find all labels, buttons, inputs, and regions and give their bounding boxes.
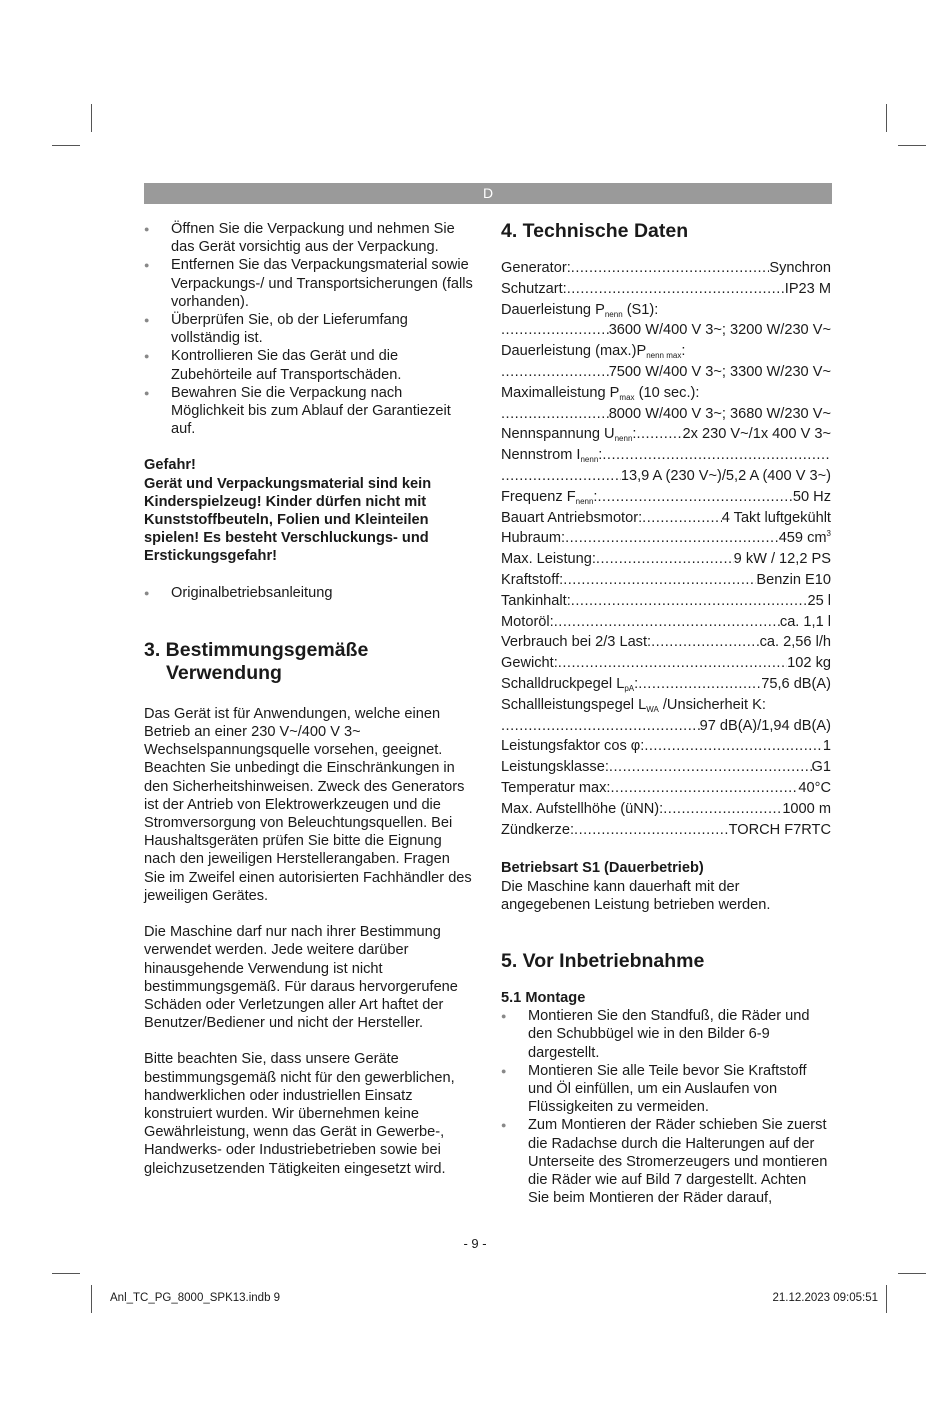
spec-row-motoroel (501, 612, 831, 633)
spec-row-frequenz (501, 487, 831, 508)
crop-mark (886, 104, 887, 132)
montage-title: 5.1 Montage (501, 989, 586, 1006)
heading-line: 3. Bestimmungsgemäße (144, 638, 369, 661)
paragraph: Das Gerät ist für Anwendungen, welche einen Betrieb an einer 230 V~/400 V 3~ Wechselspannungsquelle vorsehen, geeignet. Beachten Sie unbedingt die Einschränkungen in den Sicherheitshinweisen. Zweck des Generators ist der Antrieb von Elektrowerkzeugen und die Stromversorgung von Beleuchtungsquellen. Bei Haushaltsgeräten prüfen Sie bitte die Eignung nach den jeweiligen Herstellerangaben. Fragen Sie im Zweifel einen autorisierten Fachhändler des jeweiligen Gerätes. (144, 705, 472, 904)
right-column (501, 220, 831, 1207)
spec-row-max-leistung (501, 549, 831, 570)
spec-label: Hubraum: (501, 530, 566, 547)
language-bar (144, 183, 832, 204)
spec-row-aufstellhoehe (501, 799, 831, 820)
original-list (144, 584, 474, 602)
list-item: ● Montieren Sie den Standfuß, die Räder und den Schubbügel wie in den Bilder 6-9 dargestellt. (501, 1007, 831, 1062)
list-item: ● Montieren Sie alle Teile bevor Sie Kraftstoff und Öl einfüllen, um ein Auslaufen von Flüssigkeiten zu vermeiden. (501, 1062, 831, 1117)
spec-row-kraftstoff (501, 570, 831, 591)
paragraph: Die Maschine darf nur nach ihrer Bestimmung verwendet werden. Jede weitere darüber hinausgehende Verwendung ist nicht bestimmungsgemäß. Für daraus hervorgerufene Schäden oder Verletzungen aller Art haftet der Benutzer/Bediener und nicht der Hersteller. (144, 924, 458, 1032)
spec-label: Gewicht: (501, 655, 558, 672)
spec-value: Benzin E10 (756, 571, 831, 588)
list-item: ● Zum Montieren der Räder schieben Sie zuerst die Radachse durch die Halterungen auf der Unterseite des Stromerzeugers und montieren die Räder wie auf Bild 7 dargestellt. Achten Sie beim Montieren der Räder darauf, (501, 1116, 831, 1207)
spec-label: Tankinhalt: (501, 592, 571, 609)
danger-block (144, 456, 474, 565)
spec-label: Max. Leistung: (501, 551, 596, 568)
spec-row-temperatur (501, 778, 831, 799)
spec-value: 1 (822, 738, 831, 755)
list-item: ● Öffnen Sie die Verpackung und nehmen Sie das Gerät vorsichtig aus der Verpackung. (144, 220, 474, 256)
spec-label: Kraftstoff: (501, 571, 564, 588)
spec-row-generator (501, 258, 831, 279)
spec-row-verbrauch (501, 632, 831, 653)
list-item: ● Überprüfen Sie, ob der Lieferumfang vollständig ist. (144, 311, 474, 347)
spec-label: Leistungsfaktor cos φ: (501, 738, 645, 755)
crop-mark (52, 1273, 80, 1274)
spec-value: Synchron (769, 260, 831, 276)
spec-row-nennstrom-value (501, 466, 831, 487)
spec-label: Motoröl: (501, 613, 554, 630)
danger-title: Gefahr! (144, 457, 196, 474)
spec-row-leistungsklasse (501, 757, 831, 778)
spec-value: 75,6 dB(A) (761, 675, 831, 692)
language-code: D (482, 185, 494, 201)
spec-value: 3600 W/400 V 3~; 3200 W/230 V~ (608, 322, 831, 339)
spec-row-dauerleistung (501, 300, 831, 321)
spec-value: 2x 230 V~/1x 400 V 3~ (682, 426, 831, 443)
crop-mark (91, 104, 92, 132)
spec-value: 50 Hz (792, 488, 831, 505)
spec-label: Zündkerze: (501, 821, 575, 838)
spec-value: G1 (811, 759, 831, 776)
spec-value: 4 Takt luftgekühlt (721, 509, 831, 526)
spec-row-dauerleistung-value (501, 320, 831, 341)
spec-label: Nennspannung $U_{nenn}$: (501, 426, 637, 444)
danger-text: Gerät und Verpackungsmaterial sind kein Kinderspielzeug! Kinder dürfen nicht mit Kunststoffbeuteln, Folien und Kleinteilen spielen! Es besteht Verschluckungs- und Erstickungsgefahr! (144, 475, 432, 565)
betriebsart-title: Betriebsart S1 (Dauerbetrieb) (501, 860, 704, 877)
spec-value: 102 kg (787, 655, 831, 672)
spec-value: IP23 M (784, 280, 831, 297)
spec-label: Dauerleistung $P_{nenn}$ (S1): (501, 301, 659, 319)
paragraph: Die Maschine kann dauerhaft mit der angegebenen Leistung betrieben werden. (501, 878, 771, 913)
heading-line: Verwendung (166, 661, 282, 684)
crop-mark (898, 1273, 926, 1274)
spec-value: 25 l (807, 592, 831, 609)
section-4-heading: 4. Technische Daten (501, 220, 689, 242)
spec-row-leistungsfaktor (501, 736, 831, 757)
spec-label: Bauart Antriebsmotor: (501, 509, 643, 526)
spec-row-schalldruck (501, 674, 831, 695)
page-number: - 9 - (463, 1236, 487, 1251)
crop-mark (91, 1285, 92, 1313)
spec-row-maximalleistung (501, 383, 831, 404)
spec-value: 9 kW / 12,2 PS (733, 551, 831, 568)
spec-label: Nennstrom $I_{nenn}$: (501, 447, 603, 465)
spec-value: 7500 W/400 V 3~; 3300 W/230 V~ (608, 363, 831, 380)
spec-row-maximalleistung-value (501, 404, 831, 425)
spec-row-dauerleistung-max (501, 341, 831, 362)
spec-label: Schutzart: (501, 280, 567, 297)
spec-label: Schallleistungspegel $L_{WA}$ /Unsicherheit K: (501, 696, 766, 714)
spec-label: Verbrauch bei 2/3 Last: (501, 634, 652, 651)
spec-row-tankinhalt (501, 591, 831, 612)
spec-label: Frequenz $F_{nenn}$: (501, 488, 598, 506)
spec-row-gewicht (501, 653, 831, 674)
spec-value: 459 $cm^3$ (778, 529, 831, 547)
montage-list (501, 1007, 831, 1207)
spec-row-schallleistung-value (501, 716, 831, 737)
crop-mark (898, 145, 926, 146)
spec-row-zuendkerze (501, 820, 831, 841)
spec-row-dauerleistung-max-value (501, 362, 831, 383)
spec-value: 97 dB(A)/1,94 dB(A) (699, 717, 831, 734)
footer-filename: Anl_TC_PG_8000_SPK13.indb 9 (110, 1292, 281, 1304)
spec-label: Schalldruckpegel $L_{pA}$: (501, 675, 639, 693)
spec-table (501, 258, 831, 840)
spec-row-hubraum (501, 528, 831, 549)
list-item: ● Originalbetriebsanleitung (144, 584, 474, 602)
section-5-heading: 5. Vor Inbetriebnahme (501, 949, 705, 972)
section-3-heading (144, 639, 474, 685)
spec-label: Max. Aufstellhöhe (üNN): (501, 800, 664, 817)
spec-row-bauart (501, 508, 831, 529)
spec-value: 13,9 A (230 V~)/5,2 A (400 V 3~) (620, 467, 831, 484)
left-column (144, 220, 474, 1178)
spec-label: Dauerleistung $(\max.)P_{nenn max}$: (501, 343, 686, 361)
unpack-list (144, 220, 474, 438)
spec-label: Maximalleistung $P_{max}$ (10 sec.): (501, 384, 700, 402)
spec-row-nennspannung (501, 424, 831, 445)
spec-label: Temperatur max: (501, 779, 611, 796)
spec-row-schutzart (501, 279, 831, 300)
spec-value: ca. 2,56 l/h (759, 634, 831, 651)
spec-label: Generator: (501, 260, 571, 276)
spec-row-schallleistung (501, 695, 831, 716)
paragraph: Bitte beachten Sie, dass unsere Geräte bestimmungsgemäß nicht für den gewerblichen, handwerklichen oder industriellen Einsatz konstruiert wurden. Wir übernehmen keine Gewährleistung, wenn das Gerät in Gewerbe-, Handwerks- oder Industriebetrieben sowie bei gleichzusetzenden Tätigkeiten eingesetzt wird. (144, 1051, 455, 1177)
footer-datetime: 21.12.2023 09:05:51 (772, 1292, 878, 1304)
spec-label: Leistungsklasse: (501, 759, 609, 776)
spec-value: 8000 W/400 V 3~; 3680 W/230 V~ (608, 405, 831, 422)
spec-value: ca. 1,1 l (779, 613, 831, 630)
list-item: ● Bewahren Sie die Verpackung nach Möglichkeit bis zum Ablauf der Garantiezeit auf. (144, 384, 474, 439)
crop-mark (886, 1285, 887, 1313)
spec-row-nennstrom (501, 445, 831, 466)
spec-value: 40°C (798, 779, 831, 796)
spec-value: TORCH F7RTC (728, 821, 831, 838)
list-item: ● Entfernen Sie das Verpackungsmaterial sowie Verpackungs-/ und Transportsicherungen (falls vorhanden). (144, 256, 474, 311)
list-item: ● Kontrollieren Sie das Gerät und die Zubehörteile auf Transportschäden. (144, 347, 474, 383)
spec-value: 1000 m (782, 800, 831, 817)
crop-mark (52, 145, 80, 146)
